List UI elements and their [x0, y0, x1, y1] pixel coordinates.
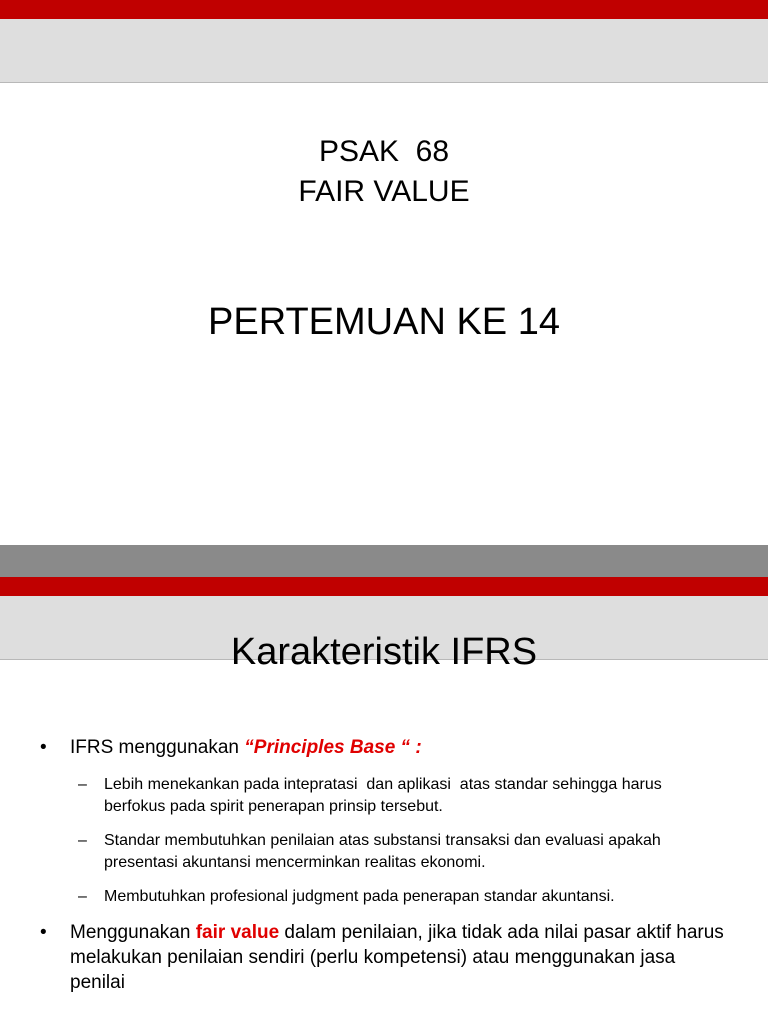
content-slide [0, 577, 768, 1024]
title-line-psak: PSAK 68 [318, 135, 450, 168]
sub-bullet [0, 886, 768, 908]
top-red-bar [0, 577, 768, 596]
bullet-text: Menggunakan [70, 922, 196, 943]
sub-bullet-text: Membutuhkan profesional judgment pada penerapan standar akuntansi. [104, 888, 615, 905]
slide-title: Karakteristik IFRS [230, 631, 538, 673]
bullet-principles-base [0, 735, 768, 760]
bullet-text-rest: dalam penilaian, jika tidak ada nilai pasar aktif harus melakukan penilaian sendiri (perlu kompetensi) atau menggunakan jasa penilai [70, 922, 724, 993]
bullet-highlight: “Principles Base “ : [244, 737, 422, 758]
bullet-marker: • [40, 737, 47, 758]
top-red-bar [0, 0, 768, 19]
slide-title [0, 132, 768, 212]
header-band [0, 19, 768, 83]
sub-bullet [0, 774, 768, 818]
bullet-fair-value [0, 920, 768, 995]
dash-marker: – [78, 888, 87, 905]
bullet-marker: • [40, 922, 47, 943]
sub-bullet [0, 830, 768, 874]
dash-marker: – [78, 776, 87, 793]
slide-body [0, 735, 768, 995]
slide-separator [0, 545, 768, 577]
bullet-highlight: fair value [195, 922, 280, 943]
dash-marker: – [78, 832, 87, 849]
title-line-fair-value: FAIR VALUE [298, 175, 470, 208]
bullet-text: IFRS menggunakan [70, 737, 245, 758]
sub-bullet-text: Lebih menekankan pada intepratasi dan aplikasi atas standar sehingga harus berfokus pada spirit penerapan prinsip tersebut. [104, 776, 667, 815]
sub-bullet-text: Standar membutuhkan penilaian atas substansi transaksi dan evaluasi apakah presentasi akuntansi mencerminkan realitas ekonomi. [104, 832, 661, 871]
slide-subtitle: PERTEMUAN KE 14 [208, 301, 560, 343]
